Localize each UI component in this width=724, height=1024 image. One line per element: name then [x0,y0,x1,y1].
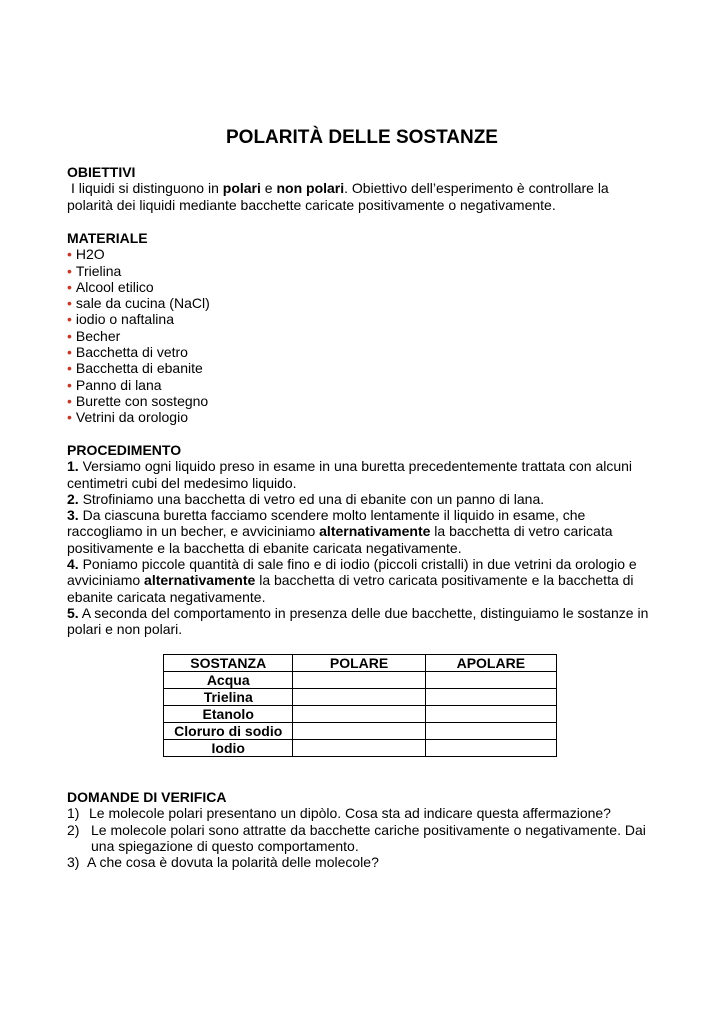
section-procedimento [67,442,663,638]
list-item [67,393,657,409]
list-item [67,328,657,344]
list-item [67,360,657,376]
bullet-icon: • [67,344,72,361]
table-cell-sostanza: Etanolo [164,706,293,723]
step-text: la bacchetta di vetro caricata positivamente e la bacchetta di ebanite caricata negativamente. [67,523,613,556]
page-title: POLARITÀ DELLE SOSTANZE [226,127,498,148]
table-header-sostanza: SOSTANZA [164,655,293,672]
section-heading-procedimento: PROCEDIMENTO [67,442,182,458]
list-item [67,295,657,311]
table-row [164,706,557,723]
table-cell-apolare[interactable] [425,740,556,757]
table-cell-polare[interactable] [293,706,425,723]
step-text: la bacchetta di vetro caricata positivamente e la bacchetta di ebanite caricata negativamente. [67,572,634,605]
materiale-list [67,246,657,425]
table-header-polare: POLARE [293,655,425,672]
bullet-icon: • [67,246,72,263]
question-3 [67,854,667,870]
list-item [67,409,657,425]
list-item-label: Becher [75,327,121,344]
bullet-icon: • [67,327,72,344]
question-number: 2) [67,821,80,838]
section-heading-obiettivi: OBIETTIVI [67,164,136,180]
table-cell-sostanza: Cloruro di sodio [164,723,293,740]
section-heading-materiale: MATERIALE [67,230,148,246]
question-1 [67,805,667,821]
step-number: 2. [67,490,79,507]
table-cell-sostanza: Acqua [164,672,293,689]
obiettivi-paragraph [67,180,657,213]
bullet-icon: • [67,376,72,393]
list-item [67,344,657,360]
table-row [164,740,557,757]
table-cell-polare[interactable] [293,723,425,740]
list-item [67,311,657,327]
table-row [164,723,557,740]
table-header-apolare: APOLARE [425,655,556,672]
step-number: 3. [67,507,79,524]
list-item [67,377,657,393]
bullet-icon: • [67,295,72,312]
table-cell-apolare[interactable] [425,706,556,723]
table-cell-polare[interactable] [293,740,425,757]
list-item-label: Vetrini da orologio [75,409,188,426]
bullet-icon: • [67,278,72,295]
question-number: 3) [67,854,80,871]
section-heading-domande: DOMANDE DI VERIFICA [67,789,227,805]
table-cell-apolare[interactable] [425,672,556,689]
procedure-step-1 [67,458,663,491]
list-item-label: Alcool etilico [75,278,154,295]
list-item [67,246,657,262]
table-cell-polare[interactable] [293,672,425,689]
bullet-icon: • [67,392,72,409]
results-table [163,654,557,757]
table-cell-apolare[interactable] [425,689,556,706]
procedure-step-3 [67,507,663,556]
obiettivi-text-1: I liquidi si distinguono in [71,180,223,197]
section-domande [67,789,667,870]
list-item-label: Bacchetta di ebanite [75,360,203,377]
procedure-step-5 [67,605,663,638]
obiettivi-bold-1: polari [222,180,261,197]
obiettivi-text-3: . Obiettivo dell’esperimento è controllare la polarità dei liquidi mediante bacchette caricate positivamente o negativamente. [67,180,609,213]
step-number: 5. [67,604,79,621]
step-bold-text: alternativamente [144,572,256,589]
procedure-step-2 [67,491,663,507]
bullet-icon: • [67,360,72,377]
table-cell-apolare[interactable] [425,723,556,740]
step-text: Strofiniamo una bacchetta di vetro ed una di ebanite con un panno di lana. [78,490,545,507]
list-item-label: Burette con sostegno [75,392,209,409]
table-row [164,672,557,689]
question-text: Le molecole polari sono attratte da bacchette cariche positivamente o negativamente. Dai una spiegazione di questo comportamento. [91,821,646,854]
list-item-label: iodio o naftalina [75,311,174,328]
step-bold-text: alternativamente [319,523,431,540]
step-number: 1. [67,458,79,475]
procedure-step-4 [67,556,663,605]
step-text: Versiamo ogni liquido preso in esame in una buretta precedentemente trattata con alcuni centimetri cubi del medesimo liquido. [67,458,633,491]
list-item [67,279,657,295]
list-item-label: H2O [75,246,105,263]
obiettivi-bold-2: non polari [276,180,345,197]
bullet-icon: • [67,262,72,279]
step-number: 4. [67,556,79,573]
list-item [67,263,657,279]
obiettivi-text-2: e [260,180,277,197]
list-item-label: sale da cucina (NaCl) [75,295,210,312]
step-text: Da ciascuna buretta facciamo scendere molto lentamente il liquido in esame, che raccogliamo in un becher, e avviciniamo [67,507,586,540]
section-obiettivi [67,164,657,213]
list-item-label: Panno di lana [75,376,162,393]
step-text: A seconda del comportamento in presenza delle due bacchette, distinguiamo le sostanze in polari e non polari. [67,604,649,638]
bullet-icon: • [67,311,72,328]
list-item-label: Trielina [75,262,122,279]
list-item-label: Bacchetta di vetro [75,344,188,361]
table-cell-polare[interactable] [293,689,425,706]
question-text: A che cosa è dovuta la polarità delle molecole? [87,854,379,871]
table-row [164,689,557,706]
question-text: Le molecole polari presentano un dipòlo. Cosa sta ad indicare questa affermazione? [89,805,611,822]
table-cell-sostanza: Iodio [164,740,293,757]
bullet-icon: • [67,409,72,426]
question-number: 1) [67,805,80,822]
step-text: Poniamo piccole quantità di sale fino e di iodio (piccoli cristalli) in due vetrini da orologio e avviciniamo [67,556,637,589]
table-cell-sostanza: Trielina [164,689,293,706]
section-materiale [67,230,657,426]
question-2 [67,822,667,855]
table-header-row [164,655,557,672]
